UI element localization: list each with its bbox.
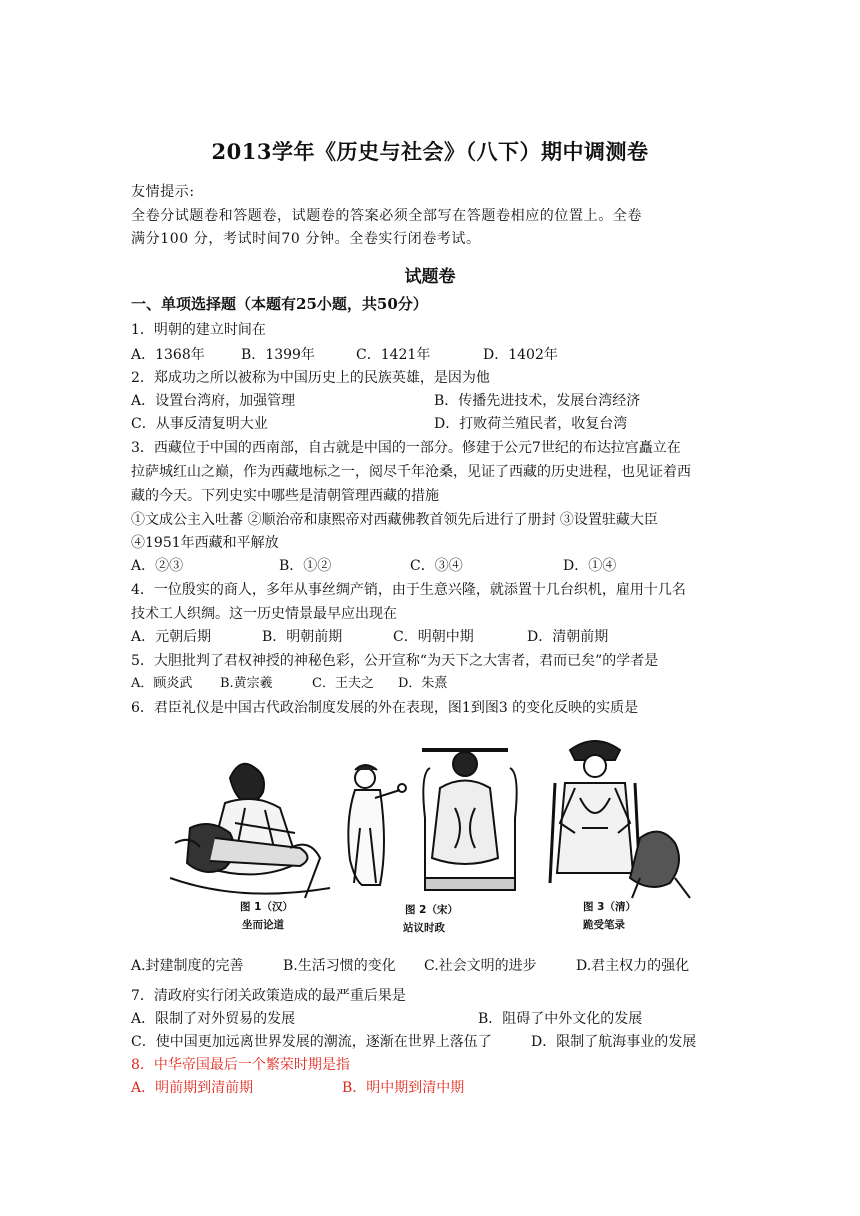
q8-option-b: B．明中期到清中期 (342, 1080, 465, 1096)
figure-1-han-illustration (170, 764, 330, 898)
q3-items-1: ①文成公主入吐蕃 ②顺治帝和康熙帝对西藏佛教首领先后进行了册封 ③设置驻藏大臣 (131, 512, 658, 528)
q3-option-c: C．③④ (410, 558, 463, 574)
q5-option-c: C．王夫之 (312, 676, 374, 691)
q7-stem: 7．清政府实行闭关政策造成的最严重后果是 (131, 988, 406, 1004)
q2-option-c: C．从事反清复明大业 (131, 416, 268, 432)
figure-2-caption: 站议时政 (403, 922, 445, 934)
figure-3-caption: 跪受笔录 (583, 919, 625, 931)
q4-option-a: A．元朝后期 (131, 629, 212, 645)
q6-illustration (170, 728, 700, 938)
q4-stem-2: 技术工人织绸。这一历史情景最早应出现在 (131, 606, 397, 622)
q3-stem-1: 3．西藏位于中国的西南部，自古就是中国的一部分。修建于公元7世纪的布达拉宫矗立在 (131, 440, 681, 456)
figure-1-label: 图 1（汉） (240, 901, 293, 913)
q7-option-b: B．阻碍了中外文化的发展 (478, 1011, 643, 1027)
figure-2-label: 图 2（宋） (405, 904, 458, 916)
q7-option-c: C．使中国更加远离世界发展的潮流，逐渐在世界上落伍了 (131, 1034, 492, 1050)
tips-line-1: 全卷分试题卷和答题卷，试题卷的答案必须全部写在答题卷相应的位置上。全卷 (131, 208, 642, 224)
q6-option-d: D.君主权力的强化 (576, 958, 690, 974)
q6-option-b: B.生活习惯的变化 (283, 958, 396, 974)
q6-option-a: A.封建制度的完善 (131, 958, 244, 974)
page-title: 2013学年《历史与社会》（八下）期中调测卷 (211, 139, 649, 164)
q3-option-d: D．①④ (563, 558, 617, 574)
q5-option-b: B.黄宗羲 (220, 676, 273, 691)
figure-2-song-illustration (348, 750, 516, 890)
q2-option-a: A．设置台湾府，加强管理 (131, 393, 296, 409)
q2-option-b: B．传播先进技术，发展台湾经济 (434, 393, 641, 409)
q5-option-a: A．顾炎武 (131, 676, 193, 691)
q5-stem: 5．大胆批判了君权神授的神秘色彩，公开宣称“为天下之大害者，君而已矣”的学者是 (131, 653, 659, 669)
figure-1-caption: 坐而论道 (242, 919, 284, 931)
section-title: 试题卷 (404, 267, 456, 287)
figure-3-qing-illustration (550, 741, 690, 898)
q1-option-d: D．1402年 (483, 347, 558, 363)
q3-stem-2: 拉萨城红山之巅，作为西藏地标之一，阅尽千年沧桑，见证了西藏的历史进程，也见证着西 (131, 464, 691, 480)
figure-3-label: 图 3（清） (583, 901, 636, 913)
q1-stem: 1．明朝的建立时间在 (131, 322, 266, 338)
part1-heading: 一、单项选择题（本题有25小题，共50分） (131, 295, 428, 313)
q2-option-d: D．打败荷兰殖民者，收复台湾 (434, 416, 628, 432)
q7-option-d: D．限制了航海事业的发展 (531, 1034, 697, 1050)
q3-option-a: A．②③ (131, 558, 184, 574)
q3-option-b: B．①② (279, 558, 332, 574)
q5-option-d: D．朱熹 (398, 676, 448, 691)
tips-label: 友情提示: (131, 184, 195, 200)
q4-stem-1: 4．一位殷实的商人，多年从事丝绸产销，由于生意兴隆，就添置十几台织机，雇用十几名 (131, 582, 686, 598)
q8-stem: 8．中华帝国最后一个繁荣时期是指 (131, 1057, 350, 1073)
q3-stem-3: 藏的今天。下列史实中哪些是清朝管理西藏的措施 (131, 488, 439, 504)
q6-option-c: C.社会文明的进步 (424, 958, 537, 974)
tips-line-2: 满分100 分，考试时间70 分钟。全卷实行闭卷考试。 (131, 231, 481, 247)
q1-option-b: B．1399年 (241, 347, 315, 363)
q1-option-c: C．1421年 (356, 347, 431, 363)
q4-option-b: B．明朝前期 (262, 629, 343, 645)
q3-items-2: ④1951年西藏和平解放 (131, 535, 279, 551)
q1-option-a: A．1368年 (131, 347, 205, 363)
q8-option-a: A．明前期到清前期 (131, 1080, 254, 1096)
q6-stem: 6．君臣礼仪是中国古代政治制度发展的外在表现，图1到图3 的变化反映的实质是 (131, 700, 639, 716)
q4-option-d: D．清朝前期 (527, 629, 609, 645)
q7-option-a: A．限制了对外贸易的发展 (131, 1011, 296, 1027)
q4-option-c: C．明朝中期 (393, 629, 474, 645)
q2-stem: 2．郑成功之所以被称为中国历史上的民族英雄，是因为他 (131, 370, 490, 386)
